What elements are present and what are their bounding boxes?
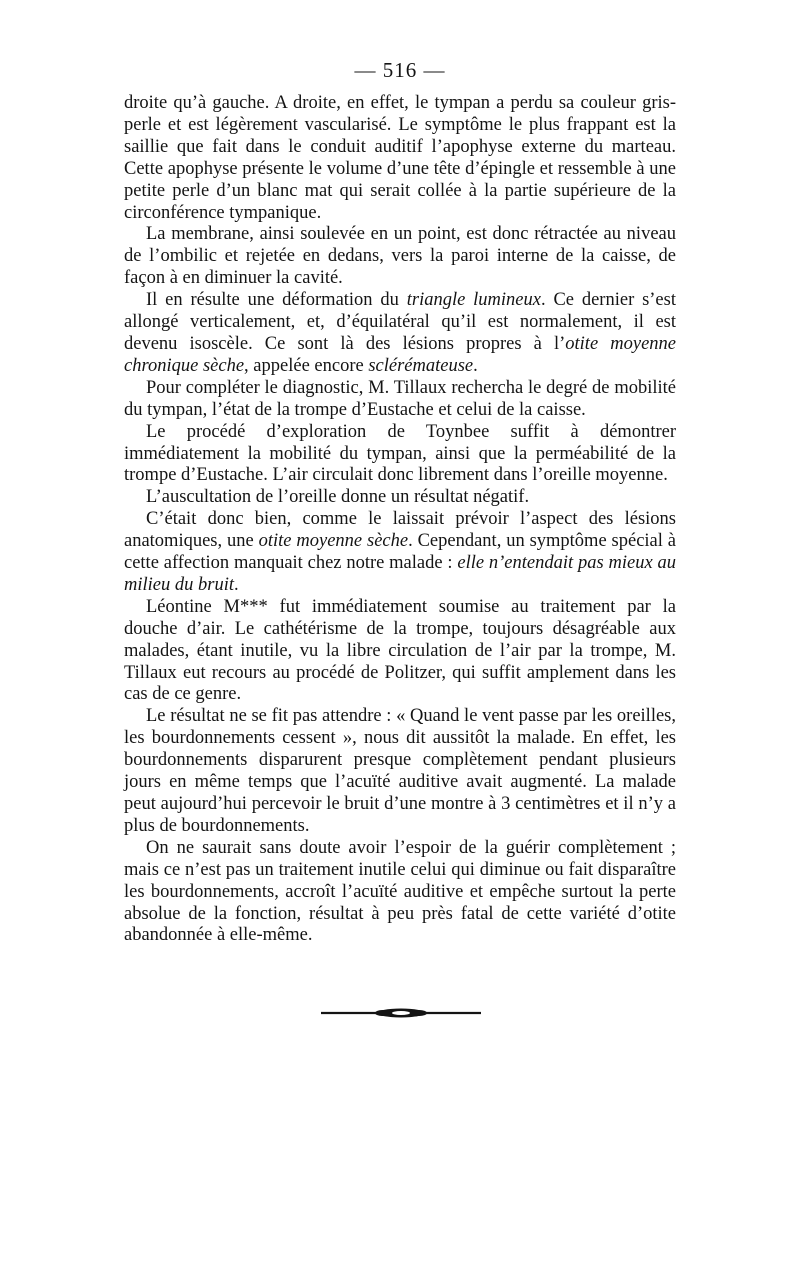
paragraph	[124, 487, 676, 509]
text-run: Pour compléter le diagnostic, M. Tillaux rechercha le degré de mobilité du tympan, l’état de la trompe d’Eustache et celui de la caisse.	[124, 377, 676, 420]
italic-run: otite moyenne sèche	[258, 531, 409, 552]
text-run: .	[473, 355, 478, 376]
italic-run: sclérémateuse	[368, 355, 474, 376]
paragraph	[124, 597, 676, 707]
text-run: , appelée encore	[244, 355, 369, 376]
paragraph	[124, 706, 676, 837]
text-run: L’auscultation de l’oreille donne un résultat négatif.	[146, 487, 530, 508]
italic-run: triangle lumineux	[406, 290, 541, 311]
paragraph	[124, 422, 676, 488]
paragraph	[124, 224, 676, 290]
body-text	[124, 93, 676, 947]
paragraph	[124, 93, 676, 224]
text-run: Le procédé d’exploration de Toynbee suffit à démontrer immédiatement la mobilité du tympan, ainsi que la perméabilité de la trompe d’Eustache. L’air circulait donc librement dans l’oreille moyenne.	[124, 421, 676, 486]
text-run: C’était donc bien, comme le laissait prévoir l’aspect des lésions anatomiques, une	[124, 509, 676, 552]
page-number: — 516 —	[354, 58, 446, 82]
text-run: On ne saurait sans doute avoir l’espoir de la guérir complètement ; mais ce n’est pas un traitement inutile celui qui diminue ou fait disparaître les bourdonnements, accroît l’acuïté auditive et empêche surtout la perte absolue de la fonction, résultat à peu près fatal de cette variété d’otite abandonnée à elle-même.	[124, 837, 676, 946]
text-run: Il en résulte une déformation du	[146, 290, 407, 311]
text-run: Le résultat ne se fit pas attendre : « Quand le vent passe par les oreilles, les bourdonnements cessent », nous dit aussitôt la malade. En effet, les bourdonnements disparurent presque complètement pendant plusieurs jours en même temps que l’acuïté auditive avait augmenté. La malade peut aujourd’hui percevoir le bruit d’une montre à 3 centimètres et il n’y a plus de bourdonnements.	[124, 706, 676, 836]
paragraph	[124, 509, 676, 597]
paragraph	[124, 838, 676, 948]
text-run: .	[233, 574, 239, 595]
paragraph	[124, 290, 676, 378]
text-run: droite qu’à gauche. A droite, en effet, le tympan a perdu sa couleur gris-perle et est légèrement vascularisé. Le symptôme le plus frappant est la saillie que fait dans le conduit auditif l’apophyse externe du marteau. Cette apophyse présente le volume d’une tête d’épingle et ressemble à une petite perle d’un blanc mat qui serait collée à la partie supérieure de la circonférence tympanique.	[124, 93, 676, 223]
text-run: . Cependant, un symptôme spécial à cette affection manquait chez notre malade :	[124, 531, 676, 574]
text-run: La membrane, ainsi soulevée en un point, est donc rétractée au niveau de l’ombilic et rejetée en dedans, vers la paroi interne de la caisse, de façon à en diminuer la cavité.	[124, 224, 676, 289]
italic-run: elle n’entendait pas mieux au milieu du bruit	[124, 553, 676, 595]
ornamental-rule-icon	[321, 1006, 481, 1020]
text-run: Léontine M*** fut immédiatement soumise au traitement par la douche d’air. Le cathétérisme de la trompe, toujours désagréable aux malades, étant inutile, vu la libre circulation de l’air par la trompe, M. Tillaux eut recours au procédé de Politzer, qui suffit amplement dans les cas de ce genre.	[124, 596, 676, 705]
text-run: . Ce dernier s’est allongé verticalement, et, d’équilatéral qu’il est normalement, il est devenu isoscèle. Ce sont là des lésions propres à l’	[124, 290, 676, 354]
italic-run: otite moyenne chronique sèche	[124, 333, 677, 376]
paragraph	[124, 378, 676, 422]
